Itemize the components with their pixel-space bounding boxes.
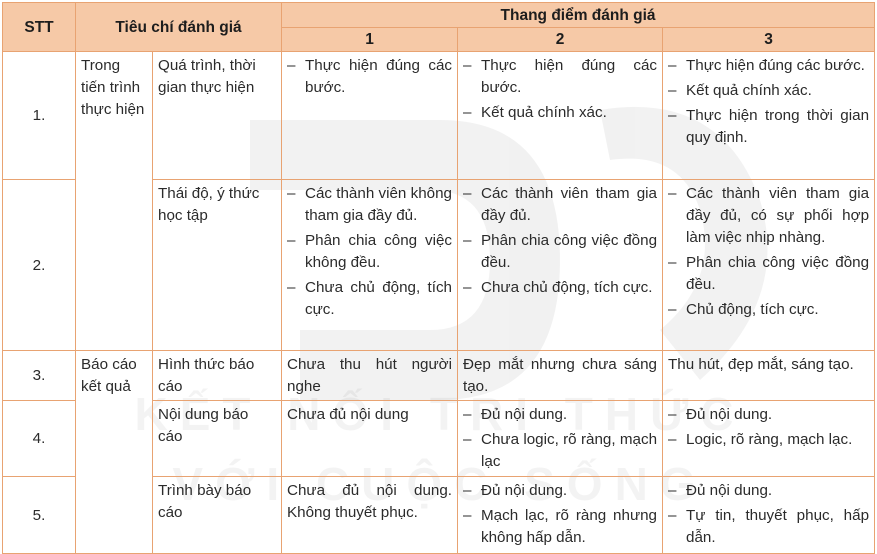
level-1-cell: [282, 180, 458, 351]
criterion-cell: Trình bày báo cáo: [153, 477, 282, 554]
header-row-1: [3, 3, 875, 28]
level-3-cell: Thu hút, đẹp mắt, sáng tạo.: [663, 351, 875, 401]
list-item: – Kết quả chính xác.: [668, 80, 869, 102]
stt-cell: 3.: [3, 351, 76, 401]
table-row: [3, 52, 875, 180]
list-item: – Đủ nội dung.: [463, 404, 657, 426]
stt-cell: 5.: [3, 477, 76, 554]
group-cell: Trong tiến trình thực hiện: [76, 52, 153, 351]
header-level-3: 3: [663, 28, 875, 52]
criterion-cell: Quá trình, thời gian thực hiện: [153, 52, 282, 180]
list-item: – Mạch lạc, rõ ràng nhưng không hấp dẫn.: [463, 505, 657, 549]
list-item: – Thực hiện đúng các bước.: [463, 55, 657, 99]
stt-cell: 4.: [3, 401, 76, 477]
list-item: – Các thành viên không tham gia đầy đủ.: [287, 183, 452, 227]
list-item: – Phân chia công việc đồng đều.: [463, 230, 657, 274]
list-item: – Đủ nội dung.: [463, 480, 657, 502]
level-3-cell: [663, 401, 875, 477]
level-2-cell: [458, 477, 663, 554]
level-1-cell: Chưa thu hút người nghe: [282, 351, 458, 401]
list-item: – Chưa chủ động, tích cực.: [287, 277, 452, 321]
stt-cell: 1.: [3, 52, 76, 180]
list-item: – Đủ nội dung.: [668, 480, 869, 502]
group-cell: Báo cáo kết quả: [76, 351, 153, 554]
list-item: – Thực hiện trong thời gian quy định.: [668, 105, 869, 149]
criterion-cell: Thái độ, ý thức học tập: [153, 180, 282, 351]
list-item: – Các thành viên tham gia đầy đủ, có sự phối hợp làm việc nhịp nhàng.: [668, 183, 869, 249]
level-3-cell: [663, 52, 875, 180]
list-item: – Chưa chủ động, tích cực.: [463, 277, 657, 299]
list-item: – Phân chia công việc đồng đều.: [668, 252, 869, 296]
level-1-cell: Chưa đủ nội dung. Không thuyết phục.: [282, 477, 458, 554]
header-level-1: 1: [282, 28, 458, 52]
criterion-cell: Nội dung báo cáo: [153, 401, 282, 477]
list-item: – Phân chia công việc không đều.: [287, 230, 452, 274]
header-stt: STT: [3, 3, 76, 52]
list-item: – Thực hiện đúng các bước.: [287, 55, 452, 99]
header-level-2: 2: [458, 28, 663, 52]
level-3-cell: [663, 477, 875, 554]
list-item: – Logic, rõ ràng, mạch lạc.: [668, 429, 869, 451]
level-1-cell: [282, 52, 458, 180]
level-1-cell: Chưa đủ nội dung: [282, 401, 458, 477]
list-item: – Các thành viên tham gia đầy đủ.: [463, 183, 657, 227]
list-item: – Kết quả chính xác.: [463, 102, 657, 124]
list-item: – Tự tin, thuyết phục, hấp dẫn.: [668, 505, 869, 549]
stt-cell: 2.: [3, 180, 76, 351]
level-2-cell: [458, 52, 663, 180]
criterion-cell: Hình thức báo cáo: [153, 351, 282, 401]
level-3-cell: [663, 180, 875, 351]
list-item: – Thực hiện đúng các bước.: [668, 55, 869, 77]
evaluation-table: [2, 2, 875, 554]
table-row: [3, 351, 875, 401]
list-item: – Đủ nội dung.: [668, 404, 869, 426]
header-criteria: Tiêu chí đánh giá: [76, 3, 282, 52]
list-item: – Chủ động, tích cực.: [668, 299, 869, 321]
level-2-cell: [458, 180, 663, 351]
level-2-cell: [458, 401, 663, 477]
list-item: – Chưa logic, rõ ràng, mạch lạc: [463, 429, 657, 473]
header-scale: Thang điểm đánh giá: [282, 3, 875, 28]
level-2-cell: Đẹp mắt nhưng chưa sáng tạo.: [458, 351, 663, 401]
